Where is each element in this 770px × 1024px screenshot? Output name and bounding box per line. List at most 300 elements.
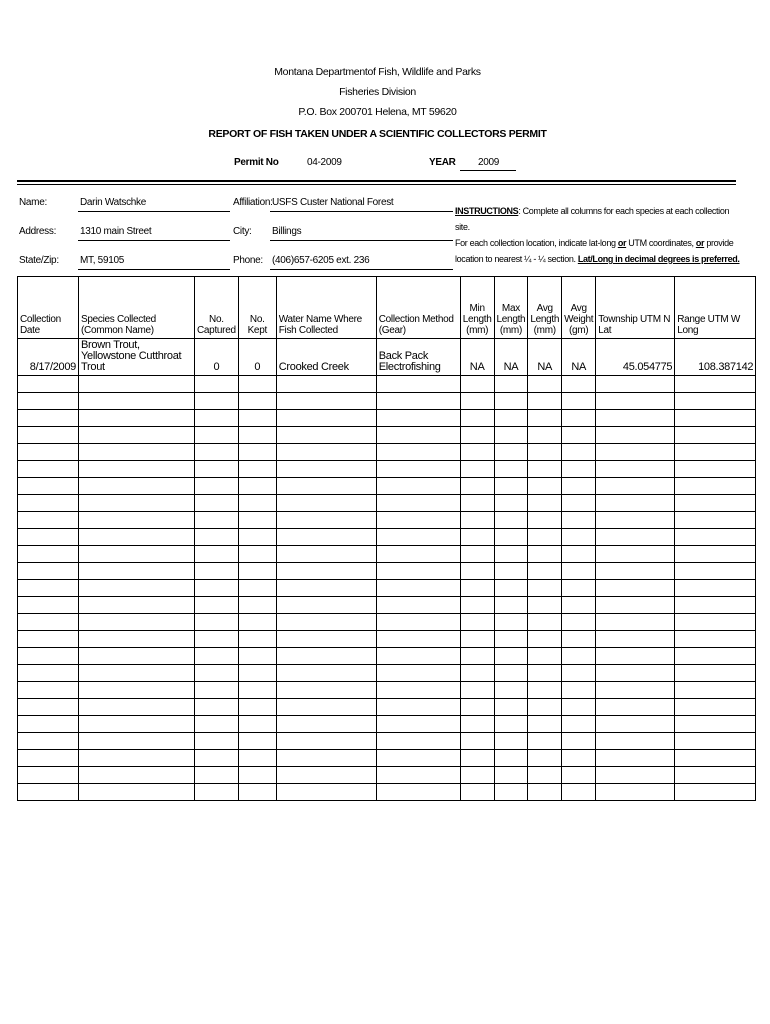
empty-cell[interactable] xyxy=(276,716,376,733)
empty-cell[interactable] xyxy=(238,699,276,716)
empty-cell[interactable] xyxy=(675,478,756,495)
empty-cell[interactable] xyxy=(376,665,460,682)
empty-cell[interactable] xyxy=(460,682,494,699)
empty-cell[interactable] xyxy=(675,580,756,597)
empty-cell[interactable] xyxy=(528,410,562,427)
empty-cell[interactable] xyxy=(376,478,460,495)
empty-cell[interactable] xyxy=(494,597,528,614)
empty-cell[interactable] xyxy=(528,784,562,801)
empty-cell[interactable] xyxy=(276,495,376,512)
empty-cell[interactable] xyxy=(376,546,460,563)
empty-cell[interactable] xyxy=(276,665,376,682)
empty-cell[interactable] xyxy=(276,767,376,784)
empty-cell[interactable] xyxy=(562,750,596,767)
empty-cell[interactable] xyxy=(494,495,528,512)
empty-cell[interactable] xyxy=(18,529,79,546)
empty-cell[interactable] xyxy=(562,563,596,580)
empty-cell[interactable] xyxy=(562,580,596,597)
cell-long[interactable]: 108.387142 xyxy=(675,339,756,376)
empty-cell[interactable] xyxy=(18,597,79,614)
empty-cell[interactable] xyxy=(195,563,239,580)
empty-cell[interactable] xyxy=(596,376,675,393)
empty-cell[interactable] xyxy=(675,665,756,682)
empty-cell[interactable] xyxy=(675,563,756,580)
empty-cell[interactable] xyxy=(195,495,239,512)
cell-species[interactable]: Brown Trout, Yellowstone Cutthroat Trout xyxy=(79,339,195,376)
empty-cell[interactable] xyxy=(562,410,596,427)
empty-cell[interactable] xyxy=(79,410,195,427)
empty-cell[interactable] xyxy=(376,376,460,393)
empty-cell[interactable] xyxy=(376,393,460,410)
empty-cell[interactable] xyxy=(276,512,376,529)
empty-cell[interactable] xyxy=(596,461,675,478)
empty-cell[interactable] xyxy=(79,478,195,495)
empty-cell[interactable] xyxy=(79,784,195,801)
empty-cell[interactable] xyxy=(18,733,79,750)
empty-cell[interactable] xyxy=(460,631,494,648)
empty-cell[interactable] xyxy=(276,427,376,444)
empty-cell[interactable] xyxy=(528,376,562,393)
empty-cell[interactable] xyxy=(376,648,460,665)
empty-cell[interactable] xyxy=(528,495,562,512)
empty-cell[interactable] xyxy=(460,546,494,563)
empty-cell[interactable] xyxy=(596,733,675,750)
empty-cell[interactable] xyxy=(79,393,195,410)
empty-cell[interactable] xyxy=(596,699,675,716)
empty-cell[interactable] xyxy=(18,461,79,478)
empty-cell[interactable] xyxy=(276,546,376,563)
empty-cell[interactable] xyxy=(460,699,494,716)
empty-cell[interactable] xyxy=(460,767,494,784)
empty-cell[interactable] xyxy=(562,444,596,461)
empty-cell[interactable] xyxy=(276,682,376,699)
empty-cell[interactable] xyxy=(276,461,376,478)
empty-cell[interactable] xyxy=(528,461,562,478)
empty-cell[interactable] xyxy=(494,393,528,410)
empty-cell[interactable] xyxy=(460,614,494,631)
empty-cell[interactable] xyxy=(376,563,460,580)
empty-cell[interactable] xyxy=(562,461,596,478)
empty-cell[interactable] xyxy=(596,410,675,427)
cell-avg-weight[interactable]: NA xyxy=(562,339,596,376)
empty-cell[interactable] xyxy=(528,631,562,648)
empty-cell[interactable] xyxy=(562,393,596,410)
empty-cell[interactable] xyxy=(18,699,79,716)
empty-cell[interactable] xyxy=(238,410,276,427)
empty-cell[interactable] xyxy=(494,376,528,393)
empty-cell[interactable] xyxy=(596,597,675,614)
empty-cell[interactable] xyxy=(18,648,79,665)
empty-cell[interactable] xyxy=(195,699,239,716)
empty-cell[interactable] xyxy=(528,427,562,444)
empty-cell[interactable] xyxy=(528,699,562,716)
empty-cell[interactable] xyxy=(528,529,562,546)
empty-cell[interactable] xyxy=(18,393,79,410)
empty-cell[interactable] xyxy=(276,648,376,665)
empty-cell[interactable] xyxy=(376,444,460,461)
empty-cell[interactable] xyxy=(562,682,596,699)
empty-cell[interactable] xyxy=(562,495,596,512)
empty-cell[interactable] xyxy=(675,512,756,529)
empty-cell[interactable] xyxy=(276,733,376,750)
empty-cell[interactable] xyxy=(18,546,79,563)
empty-cell[interactable] xyxy=(18,512,79,529)
empty-cell[interactable] xyxy=(596,478,675,495)
empty-cell[interactable] xyxy=(675,648,756,665)
empty-cell[interactable] xyxy=(460,665,494,682)
empty-cell[interactable] xyxy=(79,682,195,699)
empty-cell[interactable] xyxy=(195,631,239,648)
empty-cell[interactable] xyxy=(18,580,79,597)
empty-cell[interactable] xyxy=(276,410,376,427)
empty-cell[interactable] xyxy=(79,444,195,461)
empty-cell[interactable] xyxy=(79,665,195,682)
empty-cell[interactable] xyxy=(238,682,276,699)
empty-cell[interactable] xyxy=(596,546,675,563)
empty-cell[interactable] xyxy=(195,461,239,478)
empty-cell[interactable] xyxy=(596,750,675,767)
empty-cell[interactable] xyxy=(376,410,460,427)
empty-cell[interactable] xyxy=(596,427,675,444)
empty-cell[interactable] xyxy=(460,580,494,597)
empty-cell[interactable] xyxy=(596,444,675,461)
empty-cell[interactable] xyxy=(675,716,756,733)
empty-cell[interactable] xyxy=(494,546,528,563)
empty-cell[interactable] xyxy=(238,648,276,665)
empty-cell[interactable] xyxy=(238,546,276,563)
empty-cell[interactable] xyxy=(376,614,460,631)
empty-cell[interactable] xyxy=(276,750,376,767)
empty-cell[interactable] xyxy=(276,444,376,461)
empty-cell[interactable] xyxy=(376,495,460,512)
empty-cell[interactable] xyxy=(195,529,239,546)
empty-cell[interactable] xyxy=(562,631,596,648)
empty-cell[interactable] xyxy=(18,784,79,801)
empty-cell[interactable] xyxy=(596,631,675,648)
empty-cell[interactable] xyxy=(195,444,239,461)
empty-cell[interactable] xyxy=(276,376,376,393)
empty-cell[interactable] xyxy=(238,427,276,444)
empty-cell[interactable] xyxy=(528,750,562,767)
empty-cell[interactable] xyxy=(376,512,460,529)
empty-cell[interactable] xyxy=(79,461,195,478)
empty-cell[interactable] xyxy=(276,631,376,648)
empty-cell[interactable] xyxy=(596,648,675,665)
empty-cell[interactable] xyxy=(675,529,756,546)
empty-cell[interactable] xyxy=(376,529,460,546)
empty-cell[interactable] xyxy=(562,716,596,733)
empty-cell[interactable] xyxy=(79,631,195,648)
empty-cell[interactable] xyxy=(238,665,276,682)
empty-cell[interactable] xyxy=(376,597,460,614)
empty-cell[interactable] xyxy=(494,631,528,648)
empty-cell[interactable] xyxy=(562,376,596,393)
empty-cell[interactable] xyxy=(18,767,79,784)
empty-cell[interactable] xyxy=(195,427,239,444)
empty-cell[interactable] xyxy=(675,750,756,767)
empty-cell[interactable] xyxy=(494,784,528,801)
empty-cell[interactable] xyxy=(79,597,195,614)
empty-cell[interactable] xyxy=(494,733,528,750)
empty-cell[interactable] xyxy=(238,512,276,529)
empty-cell[interactable] xyxy=(195,614,239,631)
empty-cell[interactable] xyxy=(494,767,528,784)
empty-cell[interactable] xyxy=(494,410,528,427)
empty-cell[interactable] xyxy=(562,665,596,682)
empty-cell[interactable] xyxy=(562,478,596,495)
empty-cell[interactable] xyxy=(238,716,276,733)
empty-cell[interactable] xyxy=(238,631,276,648)
cell-water[interactable]: Crooked Creek xyxy=(276,339,376,376)
empty-cell[interactable] xyxy=(79,427,195,444)
empty-cell[interactable] xyxy=(276,478,376,495)
empty-cell[interactable] xyxy=(79,648,195,665)
empty-cell[interactable] xyxy=(79,716,195,733)
empty-cell[interactable] xyxy=(195,376,239,393)
cell-kept[interactable]: 0 xyxy=(238,339,276,376)
empty-cell[interactable] xyxy=(494,427,528,444)
empty-cell[interactable] xyxy=(238,784,276,801)
empty-cell[interactable] xyxy=(79,614,195,631)
empty-cell[interactable] xyxy=(276,614,376,631)
empty-cell[interactable] xyxy=(494,444,528,461)
cell-captured[interactable]: 0 xyxy=(195,339,239,376)
cell-min-length[interactable]: NA xyxy=(460,339,494,376)
empty-cell[interactable] xyxy=(494,461,528,478)
empty-cell[interactable] xyxy=(460,427,494,444)
empty-cell[interactable] xyxy=(238,478,276,495)
empty-cell[interactable] xyxy=(494,648,528,665)
empty-cell[interactable] xyxy=(528,546,562,563)
empty-cell[interactable] xyxy=(494,682,528,699)
empty-cell[interactable] xyxy=(528,733,562,750)
empty-cell[interactable] xyxy=(562,427,596,444)
empty-cell[interactable] xyxy=(238,461,276,478)
empty-cell[interactable] xyxy=(528,444,562,461)
empty-cell[interactable] xyxy=(494,716,528,733)
empty-cell[interactable] xyxy=(596,580,675,597)
empty-cell[interactable] xyxy=(195,393,239,410)
empty-cell[interactable] xyxy=(376,750,460,767)
empty-cell[interactable] xyxy=(79,580,195,597)
empty-cell[interactable] xyxy=(494,478,528,495)
empty-cell[interactable] xyxy=(238,580,276,597)
empty-cell[interactable] xyxy=(675,614,756,631)
empty-cell[interactable] xyxy=(18,478,79,495)
empty-cell[interactable] xyxy=(460,444,494,461)
empty-cell[interactable] xyxy=(18,495,79,512)
empty-cell[interactable] xyxy=(675,784,756,801)
empty-cell[interactable] xyxy=(238,495,276,512)
empty-cell[interactable] xyxy=(79,376,195,393)
empty-cell[interactable] xyxy=(528,580,562,597)
empty-cell[interactable] xyxy=(494,699,528,716)
empty-cell[interactable] xyxy=(238,733,276,750)
empty-cell[interactable] xyxy=(276,529,376,546)
empty-cell[interactable] xyxy=(675,699,756,716)
empty-cell[interactable] xyxy=(376,733,460,750)
empty-cell[interactable] xyxy=(238,614,276,631)
empty-cell[interactable] xyxy=(79,512,195,529)
empty-cell[interactable] xyxy=(596,767,675,784)
empty-cell[interactable] xyxy=(276,393,376,410)
empty-cell[interactable] xyxy=(562,546,596,563)
empty-cell[interactable] xyxy=(528,682,562,699)
empty-cell[interactable] xyxy=(528,614,562,631)
empty-cell[interactable] xyxy=(596,495,675,512)
empty-cell[interactable] xyxy=(18,376,79,393)
empty-cell[interactable] xyxy=(675,444,756,461)
empty-cell[interactable] xyxy=(596,614,675,631)
empty-cell[interactable] xyxy=(18,410,79,427)
empty-cell[interactable] xyxy=(376,716,460,733)
empty-cell[interactable] xyxy=(528,512,562,529)
empty-cell[interactable] xyxy=(276,597,376,614)
empty-cell[interactable] xyxy=(18,614,79,631)
empty-cell[interactable] xyxy=(596,563,675,580)
empty-cell[interactable] xyxy=(18,750,79,767)
empty-cell[interactable] xyxy=(18,631,79,648)
empty-cell[interactable] xyxy=(238,563,276,580)
empty-cell[interactable] xyxy=(675,376,756,393)
empty-cell[interactable] xyxy=(528,767,562,784)
empty-cell[interactable] xyxy=(195,597,239,614)
empty-cell[interactable] xyxy=(460,750,494,767)
empty-cell[interactable] xyxy=(195,682,239,699)
empty-cell[interactable] xyxy=(675,682,756,699)
empty-cell[interactable] xyxy=(376,631,460,648)
empty-cell[interactable] xyxy=(460,648,494,665)
empty-cell[interactable] xyxy=(376,461,460,478)
empty-cell[interactable] xyxy=(79,529,195,546)
empty-cell[interactable] xyxy=(528,665,562,682)
empty-cell[interactable] xyxy=(460,784,494,801)
empty-cell[interactable] xyxy=(675,767,756,784)
empty-cell[interactable] xyxy=(675,410,756,427)
empty-cell[interactable] xyxy=(195,478,239,495)
empty-cell[interactable] xyxy=(460,410,494,427)
empty-cell[interactable] xyxy=(276,580,376,597)
empty-cell[interactable] xyxy=(238,393,276,410)
cell-lat[interactable]: 45.054775 xyxy=(596,339,675,376)
empty-cell[interactable] xyxy=(376,699,460,716)
empty-cell[interactable] xyxy=(18,563,79,580)
empty-cell[interactable] xyxy=(460,733,494,750)
empty-cell[interactable] xyxy=(195,580,239,597)
empty-cell[interactable] xyxy=(376,767,460,784)
empty-cell[interactable] xyxy=(18,716,79,733)
empty-cell[interactable] xyxy=(562,614,596,631)
cell-method[interactable]: Back Pack Electrofishing xyxy=(376,339,460,376)
empty-cell[interactable] xyxy=(18,427,79,444)
empty-cell[interactable] xyxy=(494,512,528,529)
empty-cell[interactable] xyxy=(376,784,460,801)
empty-cell[interactable] xyxy=(238,376,276,393)
empty-cell[interactable] xyxy=(195,546,239,563)
empty-cell[interactable] xyxy=(494,580,528,597)
empty-cell[interactable] xyxy=(276,784,376,801)
empty-cell[interactable] xyxy=(562,767,596,784)
cell-max-length[interactable]: NA xyxy=(494,339,528,376)
empty-cell[interactable] xyxy=(596,716,675,733)
cell-avg-length[interactable]: NA xyxy=(528,339,562,376)
empty-cell[interactable] xyxy=(276,563,376,580)
empty-cell[interactable] xyxy=(494,529,528,546)
empty-cell[interactable] xyxy=(195,665,239,682)
empty-cell[interactable] xyxy=(195,716,239,733)
empty-cell[interactable] xyxy=(18,682,79,699)
empty-cell[interactable] xyxy=(675,733,756,750)
empty-cell[interactable] xyxy=(460,478,494,495)
empty-cell[interactable] xyxy=(562,699,596,716)
empty-cell[interactable] xyxy=(79,767,195,784)
empty-cell[interactable] xyxy=(79,699,195,716)
empty-cell[interactable] xyxy=(79,733,195,750)
empty-cell[interactable] xyxy=(460,461,494,478)
empty-cell[interactable] xyxy=(460,563,494,580)
empty-cell[interactable] xyxy=(238,444,276,461)
empty-cell[interactable] xyxy=(460,716,494,733)
empty-cell[interactable] xyxy=(596,682,675,699)
empty-cell[interactable] xyxy=(238,529,276,546)
empty-cell[interactable] xyxy=(376,427,460,444)
empty-cell[interactable] xyxy=(376,682,460,699)
empty-cell[interactable] xyxy=(460,512,494,529)
empty-cell[interactable] xyxy=(675,631,756,648)
empty-cell[interactable] xyxy=(596,512,675,529)
empty-cell[interactable] xyxy=(596,665,675,682)
empty-cell[interactable] xyxy=(460,597,494,614)
empty-cell[interactable] xyxy=(238,767,276,784)
empty-cell[interactable] xyxy=(79,563,195,580)
empty-cell[interactable] xyxy=(528,716,562,733)
empty-cell[interactable] xyxy=(238,597,276,614)
empty-cell[interactable] xyxy=(18,444,79,461)
empty-cell[interactable] xyxy=(460,495,494,512)
empty-cell[interactable] xyxy=(195,648,239,665)
empty-cell[interactable] xyxy=(195,512,239,529)
empty-cell[interactable] xyxy=(675,393,756,410)
empty-cell[interactable] xyxy=(596,393,675,410)
empty-cell[interactable] xyxy=(195,750,239,767)
empty-cell[interactable] xyxy=(596,784,675,801)
empty-cell[interactable] xyxy=(460,529,494,546)
empty-cell[interactable] xyxy=(528,597,562,614)
empty-cell[interactable] xyxy=(562,597,596,614)
empty-cell[interactable] xyxy=(79,750,195,767)
empty-cell[interactable] xyxy=(460,393,494,410)
empty-cell[interactable] xyxy=(195,410,239,427)
empty-cell[interactable] xyxy=(494,563,528,580)
empty-cell[interactable] xyxy=(675,427,756,444)
empty-cell[interactable] xyxy=(18,665,79,682)
empty-cell[interactable] xyxy=(562,784,596,801)
empty-cell[interactable] xyxy=(195,784,239,801)
empty-cell[interactable] xyxy=(528,393,562,410)
empty-cell[interactable] xyxy=(562,529,596,546)
empty-cell[interactable] xyxy=(528,648,562,665)
empty-cell[interactable] xyxy=(596,529,675,546)
empty-cell[interactable] xyxy=(675,597,756,614)
empty-cell[interactable] xyxy=(494,750,528,767)
empty-cell[interactable] xyxy=(460,376,494,393)
empty-cell[interactable] xyxy=(494,665,528,682)
empty-cell[interactable] xyxy=(238,750,276,767)
cell-date[interactable]: 8/17/2009 xyxy=(18,339,79,376)
empty-cell[interactable] xyxy=(675,495,756,512)
empty-cell[interactable] xyxy=(562,733,596,750)
empty-cell[interactable] xyxy=(376,580,460,597)
